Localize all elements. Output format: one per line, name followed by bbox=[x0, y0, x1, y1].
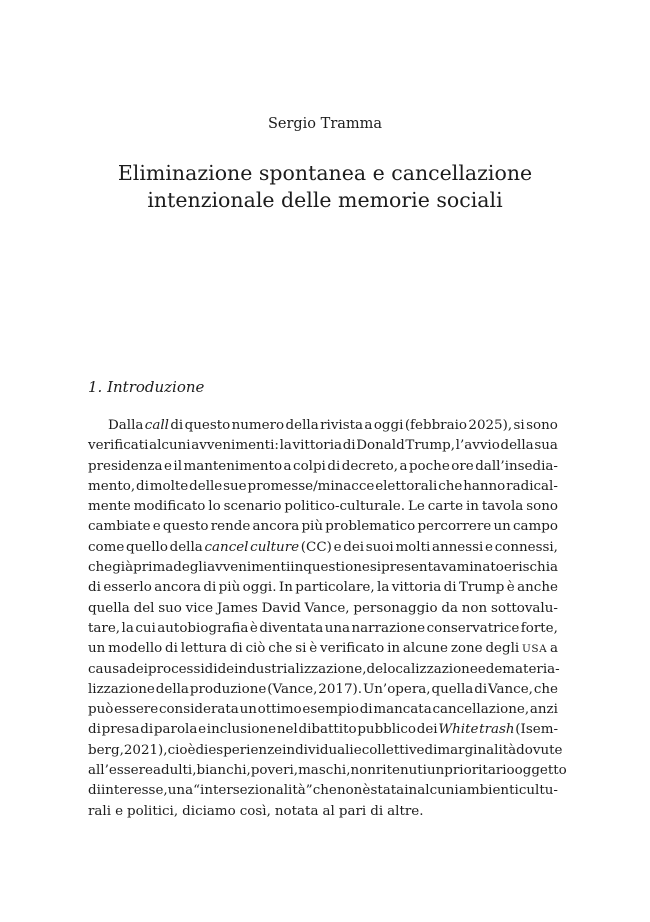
word: della bbox=[169, 539, 203, 555]
word: come bbox=[88, 539, 125, 555]
word: in bbox=[404, 783, 418, 799]
word: della bbox=[285, 418, 319, 433]
word: considerata bbox=[158, 702, 239, 718]
word: poveri, bbox=[250, 763, 299, 779]
word: di bbox=[140, 722, 154, 738]
word: è bbox=[506, 580, 515, 596]
paragraph-line bbox=[88, 680, 558, 700]
word: avvenimenti bbox=[207, 560, 291, 576]
word: e bbox=[152, 519, 161, 535]
word: il bbox=[173, 458, 183, 474]
word: anche bbox=[517, 580, 558, 596]
word: delocalizzazione bbox=[366, 661, 478, 677]
paragraph-line bbox=[88, 741, 563, 761]
word: demateria- bbox=[485, 661, 560, 677]
word: minato bbox=[456, 560, 504, 576]
word: connessi, bbox=[494, 539, 558, 555]
word: Le bbox=[407, 499, 425, 515]
word: trash bbox=[479, 722, 515, 738]
word: presidenza bbox=[88, 458, 163, 474]
word: Un’opera, bbox=[362, 681, 431, 697]
word: bianchi, bbox=[196, 763, 251, 779]
word: USA bbox=[522, 643, 548, 656]
word: cancel bbox=[204, 539, 249, 555]
word: che bbox=[438, 478, 463, 494]
word: quella bbox=[88, 600, 130, 616]
word: (febbraio bbox=[404, 418, 468, 433]
word: “intersezionalità” bbox=[193, 783, 313, 799]
word: James bbox=[216, 600, 258, 616]
word: questo bbox=[162, 519, 209, 535]
word: in bbox=[387, 641, 401, 657]
word: autobiografia bbox=[157, 620, 249, 636]
word: maschi, bbox=[298, 763, 351, 779]
word: Vance, bbox=[488, 681, 533, 697]
word: più bbox=[218, 580, 241, 596]
word: e bbox=[485, 539, 493, 555]
word: sono bbox=[526, 418, 558, 433]
paragraph-line bbox=[88, 457, 558, 477]
word: ancora bbox=[252, 519, 300, 535]
word: numero bbox=[231, 418, 285, 433]
paragraph-line bbox=[88, 761, 567, 781]
word: non bbox=[350, 763, 376, 779]
word: un bbox=[239, 702, 257, 718]
word: (Isem- bbox=[515, 722, 558, 738]
word: parola bbox=[153, 722, 198, 738]
word: di bbox=[170, 418, 184, 433]
word: berg, bbox=[88, 742, 124, 758]
word: di bbox=[342, 438, 356, 454]
word: da bbox=[441, 600, 458, 616]
word: del bbox=[133, 600, 155, 616]
word: sottovalu- bbox=[490, 600, 558, 616]
word: mantenimento bbox=[183, 458, 283, 474]
word: Trump, bbox=[405, 438, 456, 454]
word: al bbox=[322, 803, 335, 819]
word: e bbox=[333, 539, 342, 555]
word: a bbox=[364, 418, 373, 433]
word: e bbox=[115, 803, 124, 819]
word: Dalla bbox=[108, 418, 144, 433]
word: una bbox=[167, 783, 194, 799]
word: di bbox=[229, 641, 243, 657]
word: processi bbox=[147, 661, 205, 677]
word: sua bbox=[534, 438, 558, 454]
word: che bbox=[88, 560, 113, 576]
word: ritenuti bbox=[375, 763, 427, 779]
word: di bbox=[88, 722, 101, 738]
word: un bbox=[493, 519, 511, 535]
word: suo bbox=[158, 600, 182, 616]
paragraph-line bbox=[88, 781, 558, 801]
word: prima bbox=[133, 560, 174, 576]
word: White bbox=[438, 722, 479, 738]
word: un bbox=[88, 641, 106, 657]
word: dei bbox=[343, 539, 365, 555]
word: dovute bbox=[516, 742, 563, 758]
word: questo bbox=[184, 418, 231, 433]
word: oggi. bbox=[242, 580, 277, 596]
word: può bbox=[88, 702, 114, 718]
word: poche bbox=[408, 458, 450, 474]
body-paragraph bbox=[88, 416, 567, 822]
word: è bbox=[309, 641, 318, 657]
word: individuali bbox=[282, 742, 354, 758]
word: modello bbox=[108, 641, 163, 657]
article-title-line-1: Eliminazione spontanea e cancellazione bbox=[117, 161, 533, 185]
word: ciò bbox=[245, 641, 266, 657]
word: sono bbox=[526, 499, 558, 515]
word: nel bbox=[276, 722, 298, 738]
word: alcuni bbox=[417, 783, 459, 799]
word: e bbox=[163, 458, 172, 474]
word: call bbox=[144, 418, 169, 433]
word: esperienze bbox=[208, 742, 283, 758]
word: modificato bbox=[133, 499, 206, 515]
word: marginalità bbox=[437, 742, 517, 758]
paragraph-line bbox=[88, 802, 558, 822]
word: ore bbox=[451, 458, 474, 474]
word: di bbox=[424, 742, 438, 758]
word: campo bbox=[512, 519, 558, 535]
word: annessi bbox=[431, 539, 484, 555]
word: dibattito bbox=[298, 722, 357, 738]
paragraph-line bbox=[88, 720, 558, 740]
word: verificato bbox=[320, 641, 385, 657]
word: mancata bbox=[373, 702, 432, 718]
word: esserlo bbox=[103, 580, 152, 596]
word: mente bbox=[88, 499, 131, 515]
word: David bbox=[261, 600, 301, 616]
word: cui bbox=[135, 620, 156, 636]
word: conservatrice bbox=[426, 620, 520, 636]
word: adulti, bbox=[152, 763, 197, 779]
paragraph-line bbox=[88, 578, 558, 598]
word: promesse/minacce bbox=[247, 478, 375, 494]
word: vice bbox=[185, 600, 214, 616]
word: a bbox=[399, 458, 408, 474]
word: quello bbox=[126, 539, 168, 555]
paragraph-line bbox=[88, 639, 558, 659]
word: alcuni bbox=[149, 438, 191, 454]
word: interesse, bbox=[100, 783, 168, 799]
word: e bbox=[503, 560, 512, 576]
word: lo bbox=[208, 499, 221, 515]
word: oggetto bbox=[514, 763, 567, 779]
word: cultu- bbox=[518, 783, 558, 799]
word: dei bbox=[127, 661, 148, 677]
word: si bbox=[369, 560, 382, 576]
word: in bbox=[466, 499, 479, 515]
word: che bbox=[312, 783, 337, 799]
word: la bbox=[121, 620, 134, 636]
word: culture bbox=[250, 539, 300, 555]
word: Donald bbox=[356, 438, 405, 454]
word: di bbox=[370, 803, 384, 819]
word: elettorali bbox=[375, 478, 438, 494]
word: quella bbox=[431, 681, 474, 697]
word: delle bbox=[189, 478, 223, 494]
word: (Vance, bbox=[267, 681, 318, 697]
word: esempio bbox=[302, 702, 359, 718]
word: dei bbox=[416, 722, 438, 738]
word: molti bbox=[395, 539, 431, 555]
article-title bbox=[60, 160, 590, 214]
word: anzi bbox=[529, 702, 558, 718]
word: mento, bbox=[88, 478, 136, 494]
word: particolare, bbox=[295, 580, 375, 596]
word: ambienti bbox=[458, 783, 519, 799]
word: l’avvio bbox=[455, 438, 500, 454]
word: 2021), bbox=[123, 742, 168, 758]
word: rende bbox=[210, 519, 251, 535]
word: e bbox=[477, 661, 486, 677]
word: di bbox=[88, 783, 101, 799]
word: percorrere bbox=[417, 519, 492, 535]
word: si bbox=[295, 641, 307, 657]
word: colpi bbox=[293, 458, 326, 474]
word: non bbox=[336, 783, 363, 799]
word: cambiate bbox=[88, 519, 151, 535]
word: collettive bbox=[361, 742, 425, 758]
word: cioè bbox=[167, 742, 196, 758]
word: Trump bbox=[458, 580, 505, 596]
word: tavola bbox=[481, 499, 524, 515]
paragraph-line bbox=[88, 599, 558, 619]
word: un bbox=[426, 763, 445, 779]
paragraph-line bbox=[88, 538, 558, 558]
word: scenario bbox=[223, 499, 282, 515]
word: causa bbox=[88, 661, 128, 677]
word: diventata bbox=[259, 620, 324, 636]
word: prioritario bbox=[444, 763, 515, 779]
word: rivista bbox=[320, 418, 364, 433]
word: questione bbox=[303, 560, 370, 576]
section-heading: 1. Introduzione bbox=[88, 378, 205, 396]
paragraph-line bbox=[88, 660, 558, 680]
word: suoi bbox=[365, 539, 394, 555]
word: più bbox=[301, 519, 323, 535]
word: verificati bbox=[88, 438, 149, 454]
word: non bbox=[461, 600, 488, 616]
word: pari bbox=[338, 803, 367, 819]
word: di bbox=[136, 478, 149, 494]
word: In bbox=[278, 580, 293, 596]
word: della bbox=[155, 681, 189, 697]
paragraph-line bbox=[88, 517, 558, 537]
word: Vance, bbox=[304, 600, 350, 616]
word: narrazione bbox=[351, 620, 426, 636]
article-title-line-2: intenzionale delle memorie sociali bbox=[147, 188, 503, 212]
word: e bbox=[198, 722, 207, 738]
word: di bbox=[203, 580, 217, 596]
word: è bbox=[249, 620, 258, 636]
word: di bbox=[359, 702, 373, 718]
word: vittoria bbox=[292, 438, 343, 454]
word: oggi bbox=[373, 418, 404, 433]
word: stata bbox=[370, 783, 405, 799]
word: altre. bbox=[387, 803, 424, 819]
word: carte bbox=[427, 499, 464, 515]
word: a bbox=[549, 641, 558, 657]
word: così, bbox=[239, 803, 271, 819]
word: notata bbox=[274, 803, 319, 819]
author-name: Sergio Tramma bbox=[267, 116, 383, 132]
word: presa bbox=[101, 722, 140, 738]
word: alcune bbox=[402, 641, 448, 657]
word: di bbox=[327, 458, 341, 474]
word: vittoria bbox=[391, 580, 442, 596]
word: politici, bbox=[127, 803, 179, 819]
word: è bbox=[362, 783, 371, 799]
word: lizzazione bbox=[88, 681, 155, 697]
word: essere bbox=[114, 702, 159, 718]
word: all’essere bbox=[88, 763, 153, 779]
paragraph-line bbox=[88, 619, 558, 639]
paragraph-line bbox=[88, 558, 558, 578]
word: si bbox=[513, 418, 525, 433]
word: forte, bbox=[520, 620, 558, 636]
word: 2017). bbox=[318, 681, 363, 697]
word: problematico bbox=[325, 519, 416, 535]
word: sue bbox=[223, 478, 247, 494]
word: già bbox=[112, 560, 134, 576]
word: pubblico bbox=[357, 722, 416, 738]
word: zone bbox=[450, 641, 483, 657]
word: che bbox=[268, 641, 293, 657]
word: rischia bbox=[511, 560, 558, 576]
word: personaggio bbox=[353, 600, 438, 616]
word: la bbox=[279, 438, 292, 454]
word: cancellazione, bbox=[432, 702, 530, 718]
word: la bbox=[377, 580, 390, 596]
word: molte bbox=[149, 478, 189, 494]
word: lettura bbox=[180, 641, 227, 657]
word: della bbox=[500, 438, 534, 454]
word: e bbox=[353, 742, 362, 758]
word: degli bbox=[485, 641, 520, 657]
word: di bbox=[474, 681, 488, 697]
word: una bbox=[324, 620, 351, 636]
word: decreto, bbox=[341, 458, 398, 474]
word: inclusione bbox=[206, 722, 277, 738]
word: 2025), bbox=[468, 418, 513, 433]
word: diciamo bbox=[182, 803, 236, 819]
word: ottimo bbox=[257, 702, 302, 718]
word: di bbox=[195, 742, 209, 758]
paragraph-line bbox=[88, 477, 558, 497]
word: in bbox=[290, 560, 304, 576]
word: dall’insedia- bbox=[475, 458, 558, 474]
paragraph-line bbox=[88, 436, 558, 456]
word: hanno bbox=[463, 478, 506, 494]
word: che bbox=[533, 681, 558, 697]
word: deindustrializzazione, bbox=[217, 661, 367, 677]
word: a bbox=[283, 458, 292, 474]
word: rali bbox=[88, 803, 112, 819]
word: di bbox=[165, 641, 178, 657]
word: produzione bbox=[189, 681, 267, 697]
word: presentava bbox=[381, 560, 457, 576]
word: degli bbox=[173, 560, 208, 576]
paragraph-line bbox=[88, 700, 558, 720]
word: di bbox=[88, 580, 101, 596]
word: ancora bbox=[154, 580, 201, 596]
word: politico-culturale. bbox=[284, 499, 406, 515]
word: avvenimenti: bbox=[191, 438, 279, 454]
word: di bbox=[443, 580, 457, 596]
word: di bbox=[204, 661, 218, 677]
word: (CC) bbox=[300, 539, 332, 555]
word: tare, bbox=[88, 620, 121, 636]
paragraph-line bbox=[88, 497, 558, 517]
word: radical- bbox=[506, 478, 558, 494]
paragraph-line bbox=[88, 416, 558, 436]
